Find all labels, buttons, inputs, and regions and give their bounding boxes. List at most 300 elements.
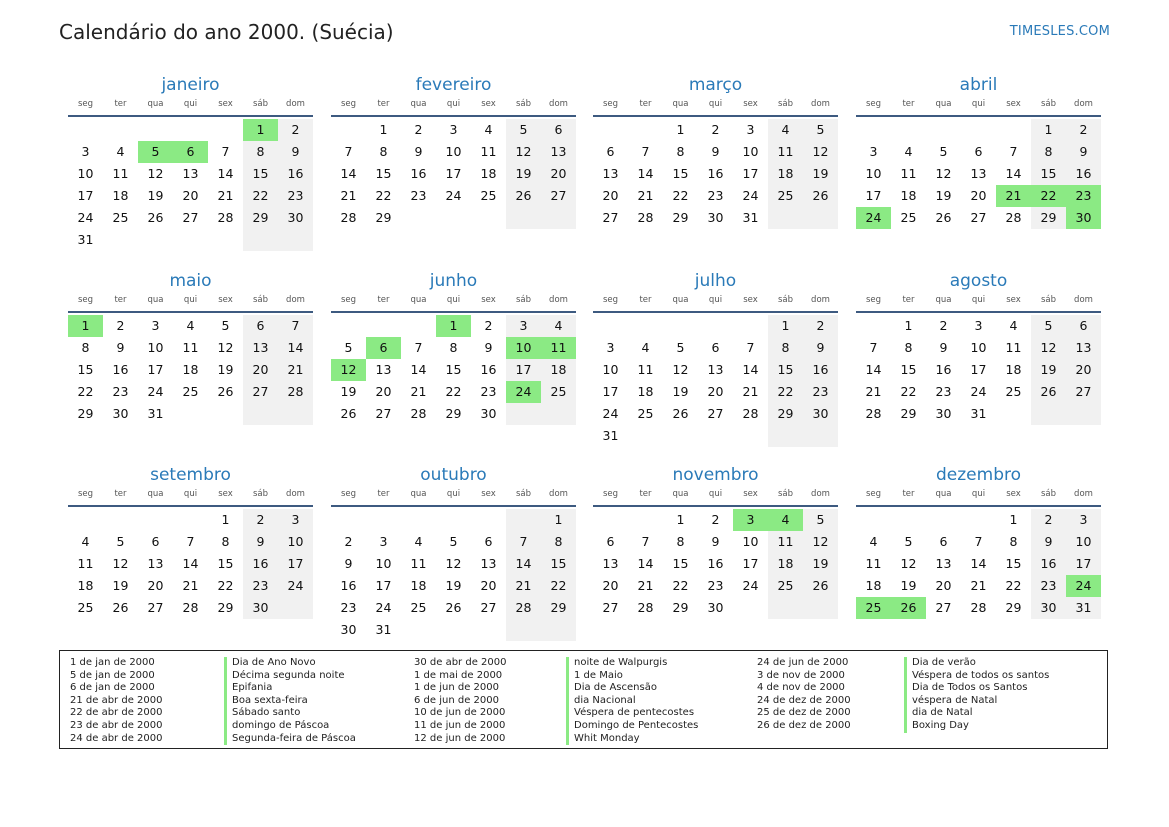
day-cell: 8 — [781, 340, 790, 355]
weekday-header: dom — [811, 99, 830, 109]
weekday-header: sáb — [515, 295, 532, 305]
month-header-rule — [856, 311, 1101, 313]
day-cell: 4 — [81, 534, 90, 549]
day-cell: 13 — [480, 556, 497, 571]
day-cell: 15 — [1005, 556, 1022, 571]
day-cell: 5 — [221, 318, 230, 333]
day-cell: 21 — [637, 188, 654, 203]
day-cell: 26 — [340, 406, 357, 421]
day-cell: 6 — [711, 340, 720, 355]
weekday-header: sex — [218, 99, 233, 109]
day-cell: 5 — [676, 340, 685, 355]
day-cell: 18 — [777, 166, 794, 181]
day-cell: 9 — [1044, 534, 1053, 549]
day-cell: 29 — [1040, 210, 1057, 225]
day-cell: 19 — [900, 578, 917, 593]
day-cell: 28 — [217, 210, 234, 225]
day-cell: 2 — [484, 318, 493, 333]
day-cell: 2 — [816, 318, 825, 333]
day-cell: 3 — [449, 122, 458, 137]
day-cell: 9 — [1079, 144, 1088, 159]
day-cell: 24 — [375, 600, 392, 615]
weekday-header: sáb — [252, 489, 269, 499]
day-cell: 26 — [112, 600, 129, 615]
legend-holiday-name: Epifania — [232, 682, 273, 694]
day-cell: 12 — [812, 534, 829, 549]
day-cell: 26 — [445, 600, 462, 615]
weekday-header: sáb — [777, 295, 794, 305]
month-abril — [856, 74, 1101, 229]
day-cell: 6 — [606, 144, 615, 159]
day-cell: 9 — [344, 556, 353, 571]
day-cell: 21 — [410, 384, 427, 399]
weekday-header: qua — [410, 295, 427, 305]
day-cell: 21 — [637, 578, 654, 593]
month-name: outubro — [420, 465, 487, 485]
day-cell: 9 — [816, 340, 825, 355]
day-cell: 28 — [515, 600, 532, 615]
weekday-header: qui — [446, 99, 461, 109]
day-cell: 30 — [112, 406, 129, 421]
month-name: setembro — [150, 465, 231, 485]
weekday-header: qua — [410, 489, 427, 499]
day-cell: 1 — [379, 122, 388, 137]
day-cell: 28 — [1005, 210, 1022, 225]
day-cell: 25 — [900, 210, 917, 225]
day-cell: 4 — [1009, 318, 1018, 333]
weekday-header: sex — [218, 489, 233, 499]
weekday-header: ter — [639, 99, 652, 109]
day-cell: 16 — [340, 578, 357, 593]
day-cell: 16 — [935, 362, 952, 377]
day-cell: 6 — [484, 534, 493, 549]
day-cell: 24 — [742, 188, 759, 203]
weekday-header: qua — [935, 295, 952, 305]
day-cell: 18 — [550, 362, 567, 377]
day-cell: 10 — [742, 144, 759, 159]
legend-date: 24 de jun de 2000 — [757, 657, 849, 668]
day-cell: 5 — [449, 534, 458, 549]
day-cell: 8 — [449, 340, 458, 355]
month-dezembro — [856, 464, 1101, 619]
day-cell: 19 — [1040, 362, 1057, 377]
month-fevereiro — [331, 74, 576, 229]
day-cell: 31 — [375, 622, 392, 637]
weekday-header: sex — [743, 99, 758, 109]
day-cell: 18 — [865, 578, 882, 593]
weekday-header: dom — [1074, 295, 1093, 305]
day-cell: 11 — [77, 556, 94, 571]
day-cell: 5 — [519, 122, 528, 137]
weekday-header: seg — [865, 295, 882, 305]
month-header-rule — [331, 311, 576, 313]
day-cell: 7 — [641, 534, 650, 549]
legend-names-col-3 — [904, 657, 1049, 733]
day-cell: 20 — [707, 384, 724, 399]
day-cell: 26 — [147, 210, 164, 225]
day-cell: 7 — [344, 144, 353, 159]
day-cell: 13 — [602, 166, 619, 181]
day-cell: 25 — [182, 384, 199, 399]
legend-date: 11 de jun de 2000 — [414, 719, 506, 731]
day-cell: 7 — [974, 534, 983, 549]
day-cell: 16 — [707, 556, 724, 571]
day-cell: 11 — [777, 534, 794, 549]
day-cell: 23 — [1040, 578, 1057, 593]
day-cell: 15 — [1040, 166, 1057, 181]
day-cell: 25 — [77, 600, 94, 615]
weekday-header: seg — [340, 295, 357, 305]
day-cell: 14 — [287, 340, 304, 355]
day-cell: 27 — [252, 384, 269, 399]
day-cell: 24 — [287, 578, 304, 593]
day-cell: 3 — [379, 534, 388, 549]
day-cell: 21 — [182, 578, 199, 593]
day-cell: 12 — [812, 144, 829, 159]
day-cell: 1 — [904, 318, 913, 333]
day-cell: 16 — [410, 166, 427, 181]
day-cell: 26 — [217, 384, 234, 399]
day-cell: 12 — [935, 166, 952, 181]
weekday-header: ter — [639, 489, 652, 499]
weekday-header: qua — [672, 99, 689, 109]
weekday-header: sáb — [515, 99, 532, 109]
day-cell: 30 — [480, 406, 497, 421]
month-name: março — [688, 75, 743, 95]
day-cell: 13 — [182, 166, 199, 181]
legend-holiday-name: Sábado santo — [232, 707, 301, 719]
month-name: janeiro — [161, 75, 220, 95]
weekday-header: dom — [1074, 99, 1093, 109]
day-cell: 22 — [77, 384, 94, 399]
day-cell: 30 — [340, 622, 357, 637]
day-cell: 24 — [970, 384, 987, 399]
day-cell: 20 — [602, 578, 619, 593]
day-cell: 8 — [221, 534, 230, 549]
day-cell: 19 — [515, 166, 532, 181]
day-cell: 1 — [1044, 122, 1053, 137]
day-cell: 12 — [900, 556, 917, 571]
weekday-header: qui — [708, 489, 723, 499]
month-header-rule — [331, 115, 576, 117]
weekday-header: dom — [811, 295, 830, 305]
weekday-header: ter — [377, 295, 390, 305]
holiday-day-cell: 22 — [1031, 185, 1066, 207]
day-cell: 15 — [77, 362, 94, 377]
day-cell: 4 — [484, 122, 493, 137]
day-cell: 17 — [742, 166, 759, 181]
legend-names-col-1 — [224, 657, 356, 745]
day-cell: 17 — [602, 384, 619, 399]
weekday-header: ter — [114, 295, 127, 305]
day-cell: 16 — [287, 166, 304, 181]
day-cell: 20 — [602, 188, 619, 203]
day-cell: 2 — [939, 318, 948, 333]
page-title: Calendário do ano 2000. (Suécia) — [59, 20, 394, 44]
day-cell: 18 — [77, 578, 94, 593]
day-cell: 20 — [147, 578, 164, 593]
day-cell: 13 — [935, 556, 952, 571]
day-cell: 7 — [414, 340, 423, 355]
day-cell: 7 — [746, 340, 755, 355]
day-cell: 16 — [112, 362, 129, 377]
day-cell: 28 — [410, 406, 427, 421]
day-cell: 6 — [1079, 318, 1088, 333]
weekday-header: sex — [481, 99, 496, 109]
day-cell: 10 — [77, 166, 94, 181]
legend-date: 25 de dez de 2000 — [757, 707, 851, 719]
day-cell: 13 — [252, 340, 269, 355]
weekday-header: ter — [114, 99, 127, 109]
day-cell: 18 — [1005, 362, 1022, 377]
day-cell: 2 — [711, 512, 720, 527]
day-cell: 7 — [186, 534, 195, 549]
weekday-header: sex — [1006, 489, 1021, 499]
holiday-day-cell: 3 — [733, 509, 768, 531]
weekday-header: seg — [602, 99, 619, 109]
month-janeiro — [68, 74, 313, 251]
day-cell: 11 — [900, 166, 917, 181]
weekday-header: qua — [672, 489, 689, 499]
legend-date: 24 de abr de 2000 — [70, 732, 163, 744]
day-cell: 2 — [414, 122, 423, 137]
day-cell: 1 — [1009, 512, 1018, 527]
day-cell: 29 — [217, 600, 234, 615]
day-cell: 18 — [900, 188, 917, 203]
day-cell: 14 — [865, 362, 882, 377]
weekday-header: qui — [708, 295, 723, 305]
weekday-header: qua — [147, 295, 164, 305]
day-cell: 17 — [515, 362, 532, 377]
day-cell: 22 — [550, 578, 567, 593]
day-cell: 7 — [221, 144, 230, 159]
day-cell: 4 — [869, 534, 878, 549]
day-cell: 31 — [77, 232, 94, 247]
day-cell: 19 — [445, 578, 462, 593]
day-cell: 14 — [217, 166, 234, 181]
legend-date: 1 de jun de 2000 — [414, 682, 499, 694]
legend-date: 23 de abr de 2000 — [70, 719, 163, 731]
day-cell: 24 — [147, 384, 164, 399]
day-cell: 12 — [217, 340, 234, 355]
day-cell: 23 — [112, 384, 129, 399]
day-cell: 19 — [812, 166, 829, 181]
weekday-header: ter — [114, 489, 127, 499]
day-cell: 4 — [414, 534, 423, 549]
day-cell: 22 — [672, 188, 689, 203]
day-cell: 29 — [1005, 600, 1022, 615]
weekday-header: qui — [183, 295, 198, 305]
day-cell: 26 — [515, 188, 532, 203]
holiday-day-cell: 26 — [891, 597, 926, 619]
day-cell: 23 — [935, 384, 952, 399]
day-cell: 6 — [974, 144, 983, 159]
legend-date: 26 de dez de 2000 — [757, 719, 851, 731]
day-cell: 22 — [777, 384, 794, 399]
day-cell: 15 — [900, 362, 917, 377]
day-cell: 8 — [81, 340, 90, 355]
day-cell: 22 — [900, 384, 917, 399]
day-cell: 18 — [480, 166, 497, 181]
day-cell: 26 — [672, 406, 689, 421]
day-cell: 28 — [970, 600, 987, 615]
day-cell: 10 — [375, 556, 392, 571]
holiday-day-cell: 24 — [506, 381, 541, 403]
day-cell: 21 — [515, 578, 532, 593]
day-cell: 14 — [970, 556, 987, 571]
day-cell: 20 — [550, 166, 567, 181]
day-cell: 27 — [707, 406, 724, 421]
legend-holiday-name: Décima segunda noite — [232, 669, 345, 681]
day-cell: 19 — [812, 556, 829, 571]
day-cell: 25 — [777, 578, 794, 593]
day-cell: 20 — [935, 578, 952, 593]
day-cell: 23 — [287, 188, 304, 203]
legend-holiday-name: dia de Natal — [912, 707, 973, 719]
weekday-header: seg — [77, 489, 94, 499]
day-cell: 2 — [1044, 512, 1053, 527]
day-cell: 30 — [1040, 600, 1057, 615]
weekday-header: qui — [971, 489, 986, 499]
day-cell: 28 — [742, 406, 759, 421]
day-cell: 16 — [252, 556, 269, 571]
day-cell: 13 — [970, 166, 987, 181]
day-cell: 28 — [637, 600, 654, 615]
weekday-header: sáb — [252, 99, 269, 109]
day-cell: 17 — [287, 556, 304, 571]
day-cell: 18 — [777, 556, 794, 571]
day-cell: 23 — [812, 384, 829, 399]
day-cell: 5 — [116, 534, 125, 549]
weekday-header: ter — [902, 489, 915, 499]
day-cell: 24 — [742, 578, 759, 593]
holiday-day-cell: 1 — [68, 315, 103, 337]
weekday-header: seg — [602, 489, 619, 499]
day-cell: 27 — [1075, 384, 1092, 399]
day-cell: 21 — [970, 578, 987, 593]
legend-date: 22 de abr de 2000 — [70, 707, 163, 719]
day-cell: 10 — [865, 166, 882, 181]
day-cell: 2 — [291, 122, 300, 137]
day-cell: 21 — [217, 188, 234, 203]
day-cell: 14 — [340, 166, 357, 181]
weekday-header: qua — [147, 489, 164, 499]
weekday-header: qui — [183, 489, 198, 499]
legend-date: 12 de jun de 2000 — [414, 732, 506, 744]
day-cell: 3 — [81, 144, 90, 159]
day-cell: 28 — [182, 600, 199, 615]
day-cell: 14 — [637, 166, 654, 181]
day-cell: 15 — [445, 362, 462, 377]
day-cell: 11 — [777, 144, 794, 159]
day-cell: 8 — [676, 144, 685, 159]
weekday-header: qui — [971, 99, 986, 109]
day-cell: 9 — [711, 534, 720, 549]
brand-link[interactable]: TIMESLES.COM — [1009, 24, 1110, 39]
holiday-day-cell: 11 — [541, 337, 576, 359]
weekday-header: sex — [743, 489, 758, 499]
day-cell: 4 — [904, 144, 913, 159]
day-cell: 29 — [445, 406, 462, 421]
weekday-header: ter — [639, 295, 652, 305]
day-cell: 13 — [1075, 340, 1092, 355]
legend-holiday-name: Dia de Ascensão — [574, 682, 657, 694]
weekday-header: qui — [183, 99, 198, 109]
day-cell: 29 — [777, 406, 794, 421]
weekday-header: sáb — [1040, 99, 1057, 109]
holiday-day-cell: 24 — [856, 207, 891, 229]
weekday-header: seg — [602, 295, 619, 305]
day-cell: 21 — [340, 188, 357, 203]
weekday-header: ter — [902, 295, 915, 305]
month-maio — [68, 270, 313, 425]
day-cell: 4 — [186, 318, 195, 333]
legend-holiday-name: Dia de verão — [912, 657, 976, 668]
weekday-header: seg — [340, 489, 357, 499]
day-cell: 19 — [935, 188, 952, 203]
day-cell: 30 — [287, 210, 304, 225]
day-cell: 14 — [410, 362, 427, 377]
day-cell: 13 — [602, 556, 619, 571]
weekday-header: ter — [902, 99, 915, 109]
day-cell: 19 — [147, 188, 164, 203]
day-cell: 27 — [147, 600, 164, 615]
holiday-day-cell: 12 — [331, 359, 366, 381]
day-cell: 11 — [410, 556, 427, 571]
holiday-day-cell: 6 — [366, 337, 401, 359]
legend-dates-col-2 — [414, 657, 506, 745]
day-cell: 17 — [742, 556, 759, 571]
legend-holiday-name: Whit Monday — [574, 732, 640, 744]
day-cell: 27 — [970, 210, 987, 225]
legend-holiday-name: 1 de Maio — [574, 669, 623, 681]
day-cell: 31 — [602, 428, 619, 443]
day-cell: 29 — [550, 600, 567, 615]
weekday-header: qua — [935, 99, 952, 109]
day-cell: 10 — [287, 534, 304, 549]
weekday-header: dom — [1074, 489, 1093, 499]
legend-holiday-name: Domingo de Pentecostes — [574, 719, 699, 731]
day-cell: 17 — [970, 362, 987, 377]
legend-date: 24 de dez de 2000 — [757, 694, 851, 706]
day-cell: 30 — [812, 406, 829, 421]
month-name: dezembro — [936, 465, 1021, 485]
weekday-header: qui — [446, 295, 461, 305]
day-cell: 24 — [445, 188, 462, 203]
day-cell: 3 — [606, 340, 615, 355]
holiday-day-cell: 10 — [506, 337, 541, 359]
month-novembro — [593, 464, 838, 619]
holiday-day-cell: 23 — [1066, 185, 1101, 207]
day-cell: 28 — [865, 406, 882, 421]
day-cell: 15 — [777, 362, 794, 377]
day-cell: 28 — [637, 210, 654, 225]
day-cell: 31 — [147, 406, 164, 421]
day-cell: 9 — [414, 144, 423, 159]
day-cell: 6 — [151, 534, 160, 549]
weekday-header: ter — [377, 99, 390, 109]
day-cell: 9 — [484, 340, 493, 355]
day-cell: 27 — [182, 210, 199, 225]
day-cell: 2 — [344, 534, 353, 549]
day-cell: 9 — [256, 534, 265, 549]
weekday-header: seg — [77, 295, 94, 305]
month-header-rule — [68, 115, 313, 117]
legend-date: 1 de jan de 2000 — [70, 657, 155, 668]
day-cell: 25 — [480, 188, 497, 203]
holiday-day-cell: 30 — [1066, 207, 1101, 229]
day-cell: 5 — [939, 144, 948, 159]
